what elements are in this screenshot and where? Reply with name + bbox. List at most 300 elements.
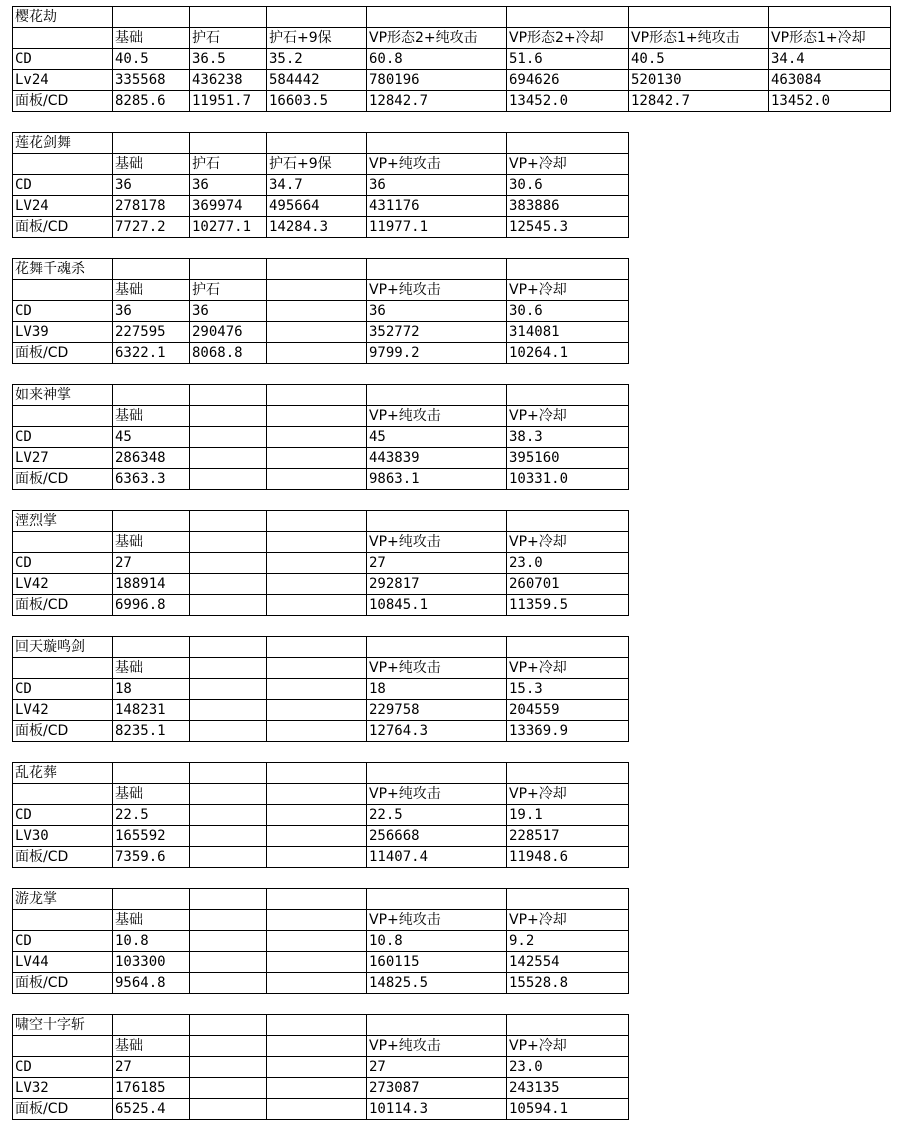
column-header-cell[interactable]: 基础 (113, 280, 190, 301)
row-label-cell[interactable]: CD (13, 301, 113, 322)
empty-cell[interactable] (267, 784, 367, 805)
value-cell[interactable]: 6322.1 (113, 343, 190, 364)
column-header-cell[interactable]: 基础 (113, 532, 190, 553)
value-cell[interactable]: 23.0 (507, 1057, 629, 1078)
value-cell[interactable]: 30.6 (507, 301, 629, 322)
column-header-cell[interactable]: VP+冷却 (507, 406, 629, 427)
value-cell[interactable]: 10114.3 (367, 1099, 507, 1120)
row-label-cell[interactable]: CD (13, 175, 113, 196)
table-row (13, 322, 629, 343)
empty-cell[interactable] (267, 511, 367, 532)
value-cell[interactable]: 34.4 (769, 49, 891, 70)
table-row (13, 973, 629, 994)
empty-cell[interactable] (267, 679, 367, 700)
column-header-cell[interactable]: VP形态1+冷却 (769, 28, 891, 49)
column-header-cell[interactable]: VP+冷却 (507, 910, 629, 931)
empty-cell[interactable] (190, 448, 267, 469)
empty-cell[interactable] (267, 889, 367, 910)
value-cell[interactable]: 14284.3 (267, 217, 367, 238)
empty-cell[interactable] (13, 532, 113, 553)
empty-cell[interactable] (190, 826, 267, 847)
empty-cell[interactable] (629, 7, 769, 28)
value-cell[interactable]: 36 (113, 301, 190, 322)
skill-title-cell[interactable]: 樱花劫 (13, 7, 113, 28)
empty-cell[interactable] (367, 259, 507, 280)
value-cell[interactable]: 27 (367, 553, 507, 574)
empty-cell[interactable] (367, 763, 507, 784)
row-label-cell[interactable]: LV24 (13, 196, 113, 217)
value-cell[interactable]: 278178 (113, 196, 190, 217)
value-cell[interactable]: 10264.1 (507, 343, 629, 364)
value-cell[interactable]: 292817 (367, 574, 507, 595)
value-cell[interactable]: 18 (113, 679, 190, 700)
value-cell[interactable]: 160115 (367, 952, 507, 973)
value-cell[interactable]: 286348 (113, 448, 190, 469)
value-cell[interactable]: 40.5 (113, 49, 190, 70)
value-cell[interactable]: 6525.4 (113, 1099, 190, 1120)
empty-cell[interactable] (367, 889, 507, 910)
value-cell[interactable]: 14825.5 (367, 973, 507, 994)
skill-table (12, 132, 629, 238)
value-cell[interactable]: 9863.1 (367, 469, 507, 490)
value-cell[interactable]: 229758 (367, 700, 507, 721)
value-cell[interactable]: 6363.3 (113, 469, 190, 490)
value-cell[interactable]: 694626 (507, 70, 629, 91)
empty-cell[interactable] (507, 511, 629, 532)
empty-cell[interactable] (267, 1099, 367, 1120)
column-header-cell[interactable]: 基础 (113, 784, 190, 805)
table-row (13, 805, 629, 826)
empty-cell[interactable] (190, 553, 267, 574)
value-cell[interactable]: 36 (113, 175, 190, 196)
row-label-cell[interactable]: 面板/CD (13, 1099, 113, 1120)
column-header-cell[interactable]: VP+纯攻击 (367, 154, 507, 175)
empty-cell[interactable] (190, 847, 267, 868)
empty-cell[interactable] (267, 280, 367, 301)
value-cell[interactable]: 22.5 (113, 805, 190, 826)
value-cell[interactable]: 176185 (113, 1078, 190, 1099)
empty-cell[interactable] (190, 1036, 267, 1057)
skill-title-cell[interactable]: 乱花葬 (13, 763, 113, 784)
row-label-cell[interactable]: 面板/CD (13, 469, 113, 490)
empty-cell[interactable] (13, 784, 113, 805)
column-header-cell[interactable]: VP+纯攻击 (367, 784, 507, 805)
empty-cell[interactable] (190, 511, 267, 532)
empty-cell[interactable] (367, 1015, 507, 1036)
empty-cell[interactable] (190, 931, 267, 952)
column-header-cell[interactable]: 护石 (190, 28, 267, 49)
empty-cell[interactable] (267, 763, 367, 784)
skill-table (12, 6, 891, 112)
value-cell[interactable]: 10277.1 (190, 217, 267, 238)
table-row (13, 301, 629, 322)
column-header-cell[interactable]: 护石 (190, 280, 267, 301)
empty-cell[interactable] (190, 679, 267, 700)
empty-cell[interactable] (190, 637, 267, 658)
value-cell[interactable]: 11407.4 (367, 847, 507, 868)
value-cell[interactable]: 10.8 (113, 931, 190, 952)
column-header-cell[interactable]: 基础 (113, 406, 190, 427)
empty-cell[interactable] (267, 448, 367, 469)
value-cell[interactable]: 6996.8 (113, 595, 190, 616)
empty-cell[interactable] (190, 1078, 267, 1099)
value-cell[interactable]: 227595 (113, 322, 190, 343)
empty-cell[interactable] (267, 1015, 367, 1036)
empty-cell[interactable] (113, 637, 190, 658)
empty-cell[interactable] (13, 658, 113, 679)
empty-cell[interactable] (190, 700, 267, 721)
empty-cell[interactable] (507, 385, 629, 406)
row-label-cell[interactable]: 面板/CD (13, 973, 113, 994)
row-label-cell[interactable]: CD (13, 427, 113, 448)
empty-cell[interactable] (507, 889, 629, 910)
value-cell[interactable]: 780196 (367, 70, 507, 91)
column-header-cell[interactable]: VP+纯攻击 (367, 280, 507, 301)
empty-cell[interactable] (113, 133, 190, 154)
row-label-cell[interactable]: LV44 (13, 952, 113, 973)
column-header-cell[interactable]: VP+纯攻击 (367, 532, 507, 553)
row-label-cell[interactable]: CD (13, 931, 113, 952)
empty-cell[interactable] (190, 427, 267, 448)
column-header-cell[interactable]: VP形态2+纯攻击 (367, 28, 507, 49)
empty-cell[interactable] (190, 784, 267, 805)
empty-cell[interactable] (190, 952, 267, 973)
table-row (13, 70, 891, 91)
value-cell[interactable]: 27 (367, 1057, 507, 1078)
empty-cell[interactable] (267, 805, 367, 826)
empty-cell[interactable] (267, 1078, 367, 1099)
table-row (13, 574, 629, 595)
value-cell[interactable]: 142554 (507, 952, 629, 973)
row-label-cell[interactable]: CD (13, 805, 113, 826)
value-cell[interactable]: 9564.8 (113, 973, 190, 994)
empty-cell[interactable] (267, 658, 367, 679)
value-cell[interactable]: 13369.9 (507, 721, 629, 742)
value-cell[interactable]: 584442 (267, 70, 367, 91)
row-label-cell[interactable]: LV42 (13, 574, 113, 595)
value-cell[interactable]: 36.5 (190, 49, 267, 70)
empty-cell[interactable] (190, 133, 267, 154)
column-header-cell[interactable]: VP+冷却 (507, 658, 629, 679)
table-header-row (13, 28, 891, 49)
table-row (13, 595, 629, 616)
empty-cell[interactable] (13, 154, 113, 175)
row-label-cell[interactable]: LV32 (13, 1078, 113, 1099)
column-header-cell[interactable]: 护石+9保 (267, 154, 367, 175)
row-label-cell[interactable]: 面板/CD (13, 91, 113, 112)
empty-cell[interactable] (267, 637, 367, 658)
value-cell[interactable]: 11951.7 (190, 91, 267, 112)
value-cell[interactable]: 103300 (113, 952, 190, 973)
skill-title-cell[interactable]: 回天璇鸣剑 (13, 637, 113, 658)
empty-cell[interactable] (507, 1015, 629, 1036)
row-label-cell[interactable]: CD (13, 679, 113, 700)
table-title-row (13, 511, 629, 532)
skill-title-cell[interactable]: 啸空十字斩 (13, 1015, 113, 1036)
value-cell[interactable]: 40.5 (629, 49, 769, 70)
value-cell[interactable]: 9.2 (507, 931, 629, 952)
empty-cell[interactable] (13, 280, 113, 301)
row-label-cell[interactable]: CD (13, 553, 113, 574)
empty-cell[interactable] (190, 805, 267, 826)
table-header-row (13, 280, 629, 301)
empty-cell[interactable] (507, 637, 629, 658)
value-cell[interactable]: 35.2 (267, 49, 367, 70)
column-header-cell[interactable]: VP+冷却 (507, 154, 629, 175)
row-label-cell[interactable]: 面板/CD (13, 721, 113, 742)
value-cell[interactable]: 12545.3 (507, 217, 629, 238)
skill-title-cell[interactable]: 莲花剑舞 (13, 133, 113, 154)
value-cell[interactable]: 13452.0 (769, 91, 891, 112)
empty-cell[interactable] (267, 553, 367, 574)
empty-cell[interactable] (507, 763, 629, 784)
column-header-cell[interactable]: VP+纯攻击 (367, 1036, 507, 1057)
empty-cell[interactable] (267, 469, 367, 490)
value-cell[interactable]: 27 (113, 1057, 190, 1078)
value-cell[interactable]: 36 (190, 301, 267, 322)
value-cell[interactable]: 36 (367, 175, 507, 196)
empty-cell[interactable] (267, 1036, 367, 1057)
column-header-cell[interactable]: VP+冷却 (507, 532, 629, 553)
value-cell[interactable]: 7727.2 (113, 217, 190, 238)
value-cell[interactable]: 11977.1 (367, 217, 507, 238)
column-header-cell[interactable]: VP形态2+冷却 (507, 28, 629, 49)
value-cell[interactable]: 27 (113, 553, 190, 574)
empty-cell[interactable] (267, 931, 367, 952)
value-cell[interactable]: 204559 (507, 700, 629, 721)
value-cell[interactable]: 45 (367, 427, 507, 448)
empty-cell[interactable] (190, 7, 267, 28)
value-cell[interactable]: 260701 (507, 574, 629, 595)
row-label-cell[interactable]: 面板/CD (13, 847, 113, 868)
empty-cell[interactable] (13, 28, 113, 49)
column-header-cell[interactable]: VP+冷却 (507, 1036, 629, 1057)
value-cell[interactable]: 30.6 (507, 175, 629, 196)
skill-table (12, 636, 629, 742)
empty-cell[interactable] (190, 1099, 267, 1120)
empty-cell[interactable] (113, 889, 190, 910)
value-cell[interactable]: 314081 (507, 322, 629, 343)
value-cell[interactable]: 15.3 (507, 679, 629, 700)
empty-cell[interactable] (267, 952, 367, 973)
empty-cell[interactable] (367, 133, 507, 154)
empty-cell[interactable] (267, 301, 367, 322)
empty-cell[interactable] (267, 7, 367, 28)
empty-cell[interactable] (113, 259, 190, 280)
empty-cell[interactable] (113, 1015, 190, 1036)
skill-title-cell[interactable]: 如来神掌 (13, 385, 113, 406)
column-header-cell[interactable]: 基础 (113, 28, 190, 49)
table-row (13, 49, 891, 70)
empty-cell[interactable] (190, 469, 267, 490)
empty-cell[interactable] (367, 385, 507, 406)
value-cell[interactable]: 10331.0 (507, 469, 629, 490)
value-cell[interactable]: 8235.1 (113, 721, 190, 742)
value-cell[interactable]: 9799.2 (367, 343, 507, 364)
empty-cell[interactable] (190, 1015, 267, 1036)
value-cell[interactable]: 16603.5 (267, 91, 367, 112)
skill-table (12, 384, 629, 490)
empty-cell[interactable] (267, 133, 367, 154)
column-header-cell[interactable]: 基础 (113, 658, 190, 679)
empty-cell[interactable] (267, 973, 367, 994)
value-cell[interactable]: 8285.6 (113, 91, 190, 112)
row-label-cell[interactable]: LV42 (13, 700, 113, 721)
value-cell[interactable]: 165592 (113, 826, 190, 847)
skill-title-cell[interactable]: 游龙掌 (13, 889, 113, 910)
empty-cell[interactable] (267, 910, 367, 931)
row-label-cell[interactable]: 面板/CD (13, 217, 113, 238)
empty-cell[interactable] (113, 385, 190, 406)
value-cell[interactable]: 13452.0 (507, 91, 629, 112)
empty-cell[interactable] (113, 7, 190, 28)
value-cell[interactable]: 12842.7 (629, 91, 769, 112)
empty-cell[interactable] (13, 910, 113, 931)
table-header-row (13, 658, 629, 679)
value-cell[interactable]: 45 (113, 427, 190, 448)
empty-cell[interactable] (367, 637, 507, 658)
value-cell[interactable]: 18 (367, 679, 507, 700)
column-header-cell[interactable]: 护石 (190, 154, 267, 175)
value-cell[interactable]: 188914 (113, 574, 190, 595)
value-cell[interactable]: 8068.8 (190, 343, 267, 364)
empty-cell[interactable] (367, 7, 507, 28)
value-cell[interactable]: 11948.6 (507, 847, 629, 868)
value-cell[interactable]: 11359.5 (507, 595, 629, 616)
value-cell[interactable]: 12842.7 (367, 91, 507, 112)
value-cell[interactable]: 256668 (367, 826, 507, 847)
empty-cell[interactable] (190, 721, 267, 742)
value-cell[interactable]: 431176 (367, 196, 507, 217)
value-cell[interactable]: 148231 (113, 700, 190, 721)
value-cell[interactable]: 383886 (507, 196, 629, 217)
value-cell[interactable]: 243135 (507, 1078, 629, 1099)
empty-cell[interactable] (13, 1036, 113, 1057)
value-cell[interactable]: 443839 (367, 448, 507, 469)
value-cell[interactable]: 19.1 (507, 805, 629, 826)
value-cell[interactable]: 22.5 (367, 805, 507, 826)
value-cell[interactable]: 34.7 (267, 175, 367, 196)
value-cell[interactable]: 10594.1 (507, 1099, 629, 1120)
empty-cell[interactable] (13, 406, 113, 427)
column-header-cell[interactable]: VP+纯攻击 (367, 910, 507, 931)
value-cell[interactable]: 15528.8 (507, 973, 629, 994)
row-label-cell[interactable]: LV30 (13, 826, 113, 847)
empty-cell[interactable] (267, 259, 367, 280)
table-header-row (13, 406, 629, 427)
empty-cell[interactable] (190, 574, 267, 595)
value-cell[interactable]: 352772 (367, 322, 507, 343)
column-header-cell[interactable]: VP+冷却 (507, 280, 629, 301)
empty-cell[interactable] (267, 406, 367, 427)
skill-title-cell[interactable]: 花舞千魂杀 (13, 259, 113, 280)
table-row (13, 343, 629, 364)
empty-cell[interactable] (267, 322, 367, 343)
empty-cell[interactable] (267, 343, 367, 364)
value-cell[interactable]: 520130 (629, 70, 769, 91)
empty-cell[interactable] (190, 910, 267, 931)
empty-cell[interactable] (507, 7, 629, 28)
row-label-cell[interactable]: Lv24 (13, 70, 113, 91)
empty-cell[interactable] (367, 511, 507, 532)
table-header-row (13, 910, 629, 931)
empty-cell[interactable] (190, 763, 267, 784)
value-cell[interactable]: 369974 (190, 196, 267, 217)
empty-cell[interactable] (267, 1057, 367, 1078)
row-label-cell[interactable]: CD (13, 1057, 113, 1078)
empty-cell[interactable] (267, 385, 367, 406)
value-cell[interactable]: 335568 (113, 70, 190, 91)
value-cell[interactable]: 51.6 (507, 49, 629, 70)
row-label-cell[interactable]: LV39 (13, 322, 113, 343)
empty-cell[interactable] (190, 259, 267, 280)
empty-cell[interactable] (113, 763, 190, 784)
column-header-cell[interactable]: VP+纯攻击 (367, 406, 507, 427)
value-cell[interactable]: 10.8 (367, 931, 507, 952)
value-cell[interactable]: 436238 (190, 70, 267, 91)
value-cell[interactable]: 463084 (769, 70, 891, 91)
table-row (13, 175, 629, 196)
empty-cell[interactable] (267, 826, 367, 847)
column-header-cell[interactable]: VP形态1+纯攻击 (629, 28, 769, 49)
empty-cell[interactable] (507, 133, 629, 154)
empty-cell[interactable] (267, 595, 367, 616)
value-cell[interactable]: 38.3 (507, 427, 629, 448)
column-header-cell[interactable]: 护石+9保 (267, 28, 367, 49)
column-header-cell[interactable]: 基础 (113, 1036, 190, 1057)
value-cell[interactable]: 36 (190, 175, 267, 196)
value-cell[interactable]: 23.0 (507, 553, 629, 574)
column-header-cell[interactable]: VP+纯攻击 (367, 658, 507, 679)
value-cell[interactable]: 60.8 (367, 49, 507, 70)
row-label-cell[interactable]: 面板/CD (13, 595, 113, 616)
empty-cell[interactable] (190, 658, 267, 679)
empty-cell[interactable] (190, 973, 267, 994)
empty-cell[interactable] (190, 532, 267, 553)
value-cell[interactable]: 395160 (507, 448, 629, 469)
value-cell[interactable]: 12764.3 (367, 721, 507, 742)
empty-cell[interactable] (190, 406, 267, 427)
empty-cell[interactable] (507, 259, 629, 280)
skill-title-cell[interactable]: 湮烈掌 (13, 511, 113, 532)
empty-cell[interactable] (190, 1057, 267, 1078)
value-cell[interactable]: 10845.1 (367, 595, 507, 616)
empty-cell[interactable] (267, 847, 367, 868)
empty-cell[interactable] (267, 532, 367, 553)
column-header-cell[interactable]: 基础 (113, 154, 190, 175)
empty-cell[interactable] (769, 7, 891, 28)
column-header-cell[interactable]: VP+冷却 (507, 784, 629, 805)
row-label-cell[interactable]: LV27 (13, 448, 113, 469)
empty-cell[interactable] (113, 511, 190, 532)
empty-cell[interactable] (267, 574, 367, 595)
value-cell[interactable]: 36 (367, 301, 507, 322)
value-cell[interactable]: 495664 (267, 196, 367, 217)
empty-cell[interactable] (267, 700, 367, 721)
column-header-cell[interactable]: 基础 (113, 910, 190, 931)
empty-cell[interactable] (267, 721, 367, 742)
value-cell[interactable]: 273087 (367, 1078, 507, 1099)
value-cell[interactable]: 290476 (190, 322, 267, 343)
empty-cell[interactable] (267, 427, 367, 448)
value-cell[interactable]: 7359.6 (113, 847, 190, 868)
empty-cell[interactable] (190, 889, 267, 910)
empty-cell[interactable] (190, 385, 267, 406)
empty-cell[interactable] (190, 595, 267, 616)
row-label-cell[interactable]: 面板/CD (13, 343, 113, 364)
row-label-cell[interactable]: CD (13, 49, 113, 70)
value-cell[interactable]: 228517 (507, 826, 629, 847)
